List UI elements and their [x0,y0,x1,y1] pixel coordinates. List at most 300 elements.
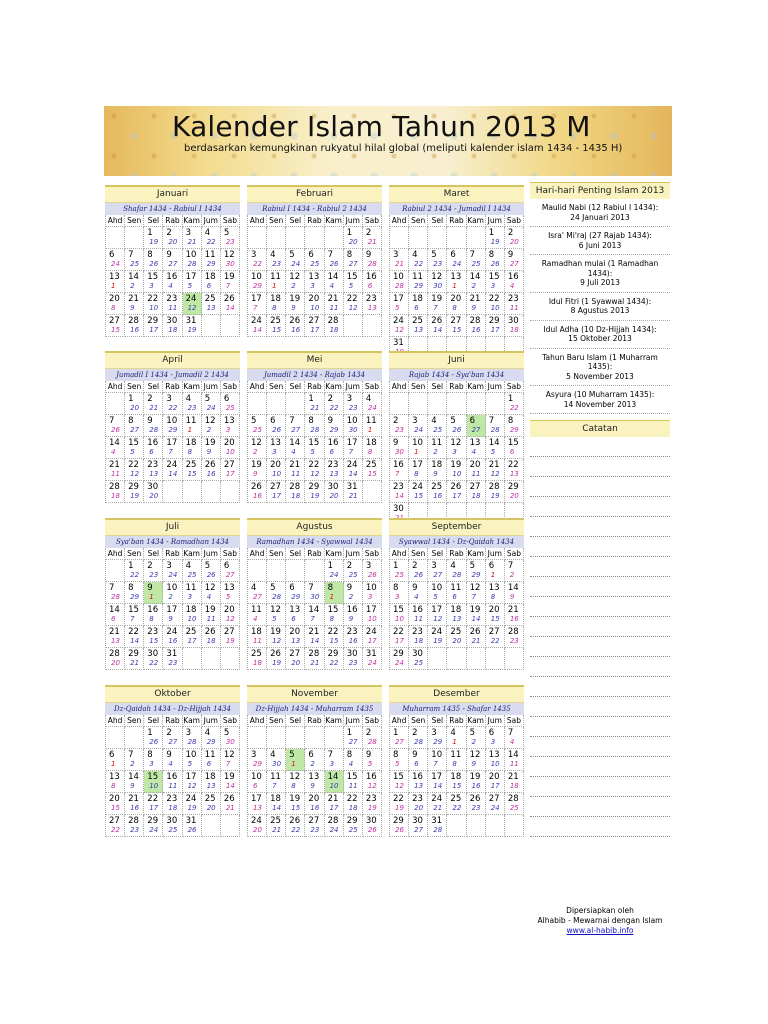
day-cell [202,771,221,793]
gregorian-date: 10 [251,272,262,282]
week-row [248,459,382,481]
day-cell [286,249,305,271]
empty-cell [467,815,486,837]
day-cell [183,437,202,459]
gregorian-date: 4 [270,750,276,760]
day-cell [305,315,324,337]
day-grid [389,381,524,525]
gregorian-date: 16 [412,772,423,782]
gregorian-date: 17 [346,438,358,448]
day-cell [267,582,286,604]
day-cell [447,415,466,437]
hijri-date: 5 [310,448,315,456]
gregorian-date: 11 [450,583,462,593]
hijri-date: 19 [130,492,140,500]
gregorian-date: 4 [270,250,276,260]
weekday-label: Rab [163,715,182,727]
day-cell [305,481,324,503]
gregorian-date: 27 [469,482,481,492]
gregorian-date: 7 [109,583,115,593]
gregorian-date: 22 [393,627,404,637]
day-cell [390,481,409,503]
hijri-date: 5 [272,615,277,623]
hijri-date: 19 [272,659,282,667]
gregorian-date: 27 [308,816,320,826]
day-cell [183,604,202,626]
gregorian-date: 4 [412,250,418,260]
week-row [390,227,524,249]
weekday-label: Sel [428,548,447,560]
gregorian-date: 15 [393,772,404,782]
hijri-date: 4 [414,593,419,601]
empty-cell [106,560,125,582]
gregorian-date: 16 [346,605,358,615]
day-cell [106,582,125,604]
gregorian-date: 21 [469,294,481,304]
gregorian-date: 9 [166,250,172,260]
day-cell [390,459,409,481]
hijri-range: Ramadhan 1434 - Syawwal 1434 [247,536,382,548]
hijri-date: 26 [395,826,404,834]
gregorian-date: 19 [204,605,216,615]
gregorian-date: 21 [327,794,339,804]
gregorian-date: 7 [109,416,115,426]
day-cell [267,437,286,459]
week-row [390,393,524,415]
hijri-date: 17 [452,492,462,500]
gregorian-date: 21 [488,460,500,470]
event-item: Idul Fitri (1 Syawwal 1434): 8 Agustus 2013 [530,293,670,321]
empty-cell [447,648,466,670]
day-cell [267,749,286,771]
note-line [530,777,670,797]
day-cell [428,437,447,459]
gregorian-date: 18 [450,605,462,615]
day-cell [428,815,447,837]
gregorian-date: 15 [393,605,404,615]
weekday-label: Kam [325,716,342,725]
hijri-date: 26 [206,571,216,579]
day-cell [183,227,202,249]
hijri-date: 3 [149,282,154,290]
hijri-date: 6 [414,760,419,768]
weekday-label: Sen [267,381,286,393]
gregorian-date: 26 [289,816,301,826]
hijri-date: 15 [111,804,120,812]
hijri-date: 16 [168,637,178,645]
hijri-date: 20 [509,492,519,500]
gregorian-date: 11 [204,250,216,260]
day-cell [467,749,486,771]
gregorian-date: 28 [327,816,339,826]
day-cell [286,481,305,503]
hijri-date: 18 [111,492,120,500]
weekday-label: Sen [267,215,286,227]
month-name: Oktober [105,685,240,703]
week-row [390,648,524,670]
day-cell [409,481,428,503]
hijri-range: Muharram 1435 - Shafar 1435 [389,703,524,715]
day-cell [428,626,447,648]
day-cell [505,227,524,249]
empty-cell [390,393,409,415]
gregorian-date: 20 [308,294,320,304]
day-cell [267,415,286,437]
day-cell [428,481,447,503]
week-row [106,727,240,749]
weekday-label: Kam [467,382,484,391]
empty-cell [428,227,447,249]
hijri-date: 22 [414,260,424,268]
gregorian-date: 2 [166,728,172,738]
gregorian-date: 9 [147,416,153,426]
gregorian-date: 27 [109,816,120,826]
page-header [104,106,672,176]
gregorian-date: 31 [166,649,178,659]
week-row [248,437,382,459]
gregorian-date: 22 [393,794,404,804]
gregorian-date: 15 [147,272,159,282]
note-line [530,617,670,637]
week-row [248,293,382,315]
hijri-date: 27 [348,738,358,746]
weekday-label: Jum [344,715,363,727]
empty-cell [202,481,221,503]
day-cell [486,771,505,793]
gregorian-date: 5 [289,250,295,260]
gregorian-date: 2 [365,228,372,238]
day-cell [125,815,144,837]
day-cell [202,437,221,459]
gregorian-date: 5 [450,416,456,426]
day-cell [409,626,428,648]
gregorian-date: 24 [346,460,358,470]
hijri-date: 2 [310,760,315,768]
day-cell [447,437,466,459]
day-cell [344,481,363,503]
day-cell [409,604,428,626]
weekday-label: Kam [325,549,342,558]
week-row [390,815,524,837]
day-cell [363,271,382,293]
gregorian-date: 25 [365,460,377,470]
day-cell [163,815,182,837]
hijri-date: 27 [291,426,301,434]
day-cell [286,626,305,648]
hijri-date: 18 [206,637,216,645]
gregorian-date: 22 [346,794,358,804]
gregorian-date: 7 [128,250,134,260]
weekday-label: Ahd [106,215,125,227]
hijri-date: 28 [111,593,120,601]
gregorian-date: 5 [251,416,257,426]
gregorian-date: 14 [488,438,500,448]
gregorian-date: 6 [223,394,230,404]
day-cell [390,793,409,815]
day-cell [221,415,240,437]
hijri-date: 26 [367,571,377,579]
hijri-date: 28 [310,426,320,434]
week-row [248,227,382,249]
weekday-label: Jum [202,715,221,727]
gregorian-date: 10 [412,438,423,448]
hijri-date: 24 [149,826,159,834]
day-cell [305,771,324,793]
empty-cell [305,727,324,749]
day-cell [106,271,125,293]
hijri-date: 11 [471,470,481,478]
gregorian-date: 6 [223,561,230,571]
hijri-date: 9 [130,782,135,790]
hijri-date: 7 [225,282,231,290]
day-cell [248,582,267,604]
gregorian-date: 31 [185,816,197,826]
hijri-date: 29 [253,760,262,768]
gregorian-date: 5 [204,561,211,571]
day-cell [248,648,267,670]
empty-cell [486,393,505,415]
hijri-date: 9 [433,470,438,478]
gregorian-date: 5 [204,394,211,404]
hijri-date: 27 [395,738,404,746]
hijri-date: 8 [329,615,335,623]
weekday-header [390,215,524,227]
gregorian-date: 29 [507,482,519,492]
weekday-label: Kam [183,216,200,225]
hijri-date: 23 [149,571,159,579]
event-item: Asyura (10 Muharram 1435): 14 November 2013 [530,386,670,414]
gregorian-date: 20 [223,605,235,615]
day-cell [447,560,466,582]
empty-cell [486,648,505,670]
hijri-date: 3 [329,760,335,768]
week-row [390,249,524,271]
hijri-date: 6 [367,282,373,290]
gregorian-date: 4 [204,228,211,238]
gregorian-date: 25 [412,316,423,326]
weekday-label: Sel [286,715,305,727]
day-cell [344,249,363,271]
weekday-header [106,715,240,727]
hijri-date: 12 [367,782,377,790]
gregorian-date: 27 [223,627,235,637]
day-cell [447,459,466,481]
day-cell [163,749,182,771]
empty-cell [248,393,267,415]
empty-cell [286,560,305,582]
weekday-label: Jum [344,215,363,227]
day-cell [390,415,409,437]
month-name: Maret [389,185,524,203]
hijri-date: 4 [509,738,515,746]
hijri-range: Shafar 1434 - Rabiul I 1434 [105,203,240,215]
gregorian-date: 16 [365,772,377,782]
week-row [390,582,524,604]
day-cell [202,293,221,315]
hijri-date: 22 [168,404,178,412]
weekday-label: Jum [486,215,505,227]
empty-cell [221,648,240,670]
weekday-label: Jum [202,215,221,227]
weekday-label: Sab [505,715,524,727]
day-cell [363,626,382,648]
week-row [106,648,240,670]
hijri-date: 20 [452,637,462,645]
hijri-date: 2 [206,426,212,434]
gregorian-date: 25 [450,794,462,804]
gregorian-date: 22 [147,294,159,304]
gregorian-date: 12 [270,605,281,615]
hijri-range: Syawwal 1434 - Dz-Qaidah 1434 [389,536,524,548]
hijri-date: 1 [187,426,193,434]
day-cell [428,249,447,271]
gregorian-date: 21 [507,772,519,782]
hijri-date: 29 [414,282,424,290]
day-cell [248,459,267,481]
day-cell [447,481,466,503]
day-cell [344,727,363,749]
day-cell [125,560,144,582]
day-cell [467,604,486,626]
gregorian-date: 21 [128,294,139,304]
hijri-date: 6 [291,615,296,623]
day-cell [163,393,182,415]
gregorian-date: 13 [308,772,320,782]
empty-cell [125,727,144,749]
gregorian-date: 17 [166,438,178,448]
hijri-date: 21 [130,659,140,667]
gregorian-date: 23 [147,627,159,637]
day-cell [363,771,382,793]
hijri-date: 4 [471,448,477,456]
gregorian-date: 10 [166,416,178,426]
gregorian-date: 31 [393,338,404,348]
day-cell [221,604,240,626]
gregorian-date: 26 [469,794,481,804]
day-cell [505,771,524,793]
day-cell [428,415,447,437]
gregorian-date: 4 [204,728,211,738]
gregorian-date: 19 [289,294,301,304]
week-row [106,749,240,771]
website-link[interactable]: www.al-habib.info [566,926,634,935]
day-cell [363,293,382,315]
day-cell [144,626,163,648]
day-cell [286,271,305,293]
empty-cell [221,481,240,503]
gregorian-date: 14 [507,750,519,760]
day-cell [144,227,163,249]
note-line [530,757,670,777]
gregorian-date: 16 [166,772,178,782]
hijri-date: 9 [130,304,135,312]
gregorian-date: 26 [223,794,235,804]
gregorian-date: 27 [270,482,281,492]
hijri-date: 15 [291,804,301,812]
day-cell [325,459,344,481]
day-cell [486,415,505,437]
gregorian-date: 24 [412,482,423,492]
day-cell [125,626,144,648]
gregorian-date: 3 [185,728,191,738]
hijri-date: 11 [329,304,339,312]
hijri-date: 25 [414,659,424,667]
gregorian-date: 21 [507,605,519,615]
gregorian-date: 16 [507,272,519,282]
day-cell [325,271,344,293]
hijri-date: 22 [253,260,262,268]
weekday-label: Sel [144,715,163,727]
gregorian-date: 10 [346,416,358,426]
day-cell [486,793,505,815]
day-cell [325,315,344,337]
day-cell [144,749,163,771]
month-name: Desember [389,685,524,703]
gregorian-date: 12 [251,438,262,448]
day-cell [363,727,382,749]
gregorian-date: 28 [507,794,519,804]
hijri-date: 14 [395,492,404,500]
day-cell [390,626,409,648]
day-cell [467,560,486,582]
note-line [530,737,670,757]
day-cell [363,227,382,249]
hijri-date: 10 [225,448,235,456]
day-cell [325,560,344,582]
gregorian-date: 8 [507,416,514,426]
hijri-date: 5 [490,448,496,456]
day-cell [409,437,428,459]
day-cell [125,604,144,626]
day-cell [163,560,182,582]
gregorian-date: 23 [412,794,423,804]
weekday-label: Jum [486,548,505,560]
day-cell [144,771,163,793]
gregorian-date: 4 [450,728,456,738]
event-item: Tahun Baru Islam (1 Muharram 1435): 5 November 2013 [530,349,670,387]
day-cell [183,271,202,293]
gregorian-date: 8 [393,583,399,593]
day-cell [183,293,202,315]
gregorian-date: 3 [431,728,437,738]
gregorian-date: 24 [251,316,262,326]
gregorian-date: 6 [289,583,295,593]
hijri-date: 17 [490,326,500,334]
gregorian-date: 30 [365,816,377,826]
weekday-label: Ahd [248,381,267,393]
weekday-label: Sel [428,381,447,393]
day-cell [267,793,286,815]
gregorian-date: 1 [327,561,333,571]
day-cell [505,315,524,337]
gregorian-date: 10 [431,583,443,593]
gregorian-date: 16 [147,605,159,615]
day-cell [505,793,524,815]
hijri-date: 11 [348,782,358,790]
hijri-date: 6 [452,593,457,601]
hijri-date: 18 [329,326,339,334]
month-januari [105,185,240,337]
hijri-date: 29 [253,282,262,290]
week-row [106,227,240,249]
empty-cell [467,648,486,670]
hijri-date: 3 [187,593,193,601]
empty-cell [325,727,344,749]
hijri-date: 8 [452,304,457,312]
day-cell [221,437,240,459]
day-cell [363,815,382,837]
day-cell [505,749,524,771]
